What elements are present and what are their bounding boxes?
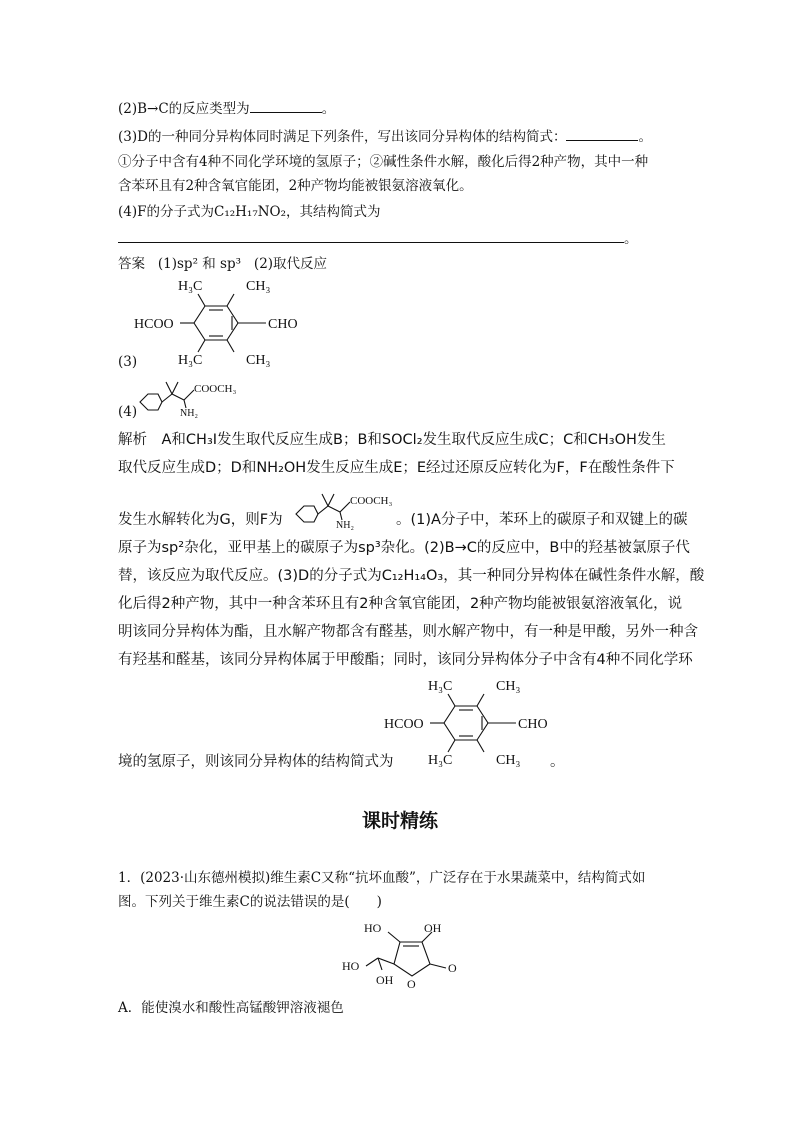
question-3-line3: 含苯环且有2种含氧官能团，2种产物均能被银氨溶液氧化。	[118, 178, 473, 194]
question-4: (4)F的分子式为C₁₂H₁₇NO₂，其结构简式为	[118, 204, 381, 220]
ch3-label: CH₃	[246, 353, 271, 368]
question-1-line2: 图。下列关于维生素C的说法错误的是( )	[118, 894, 382, 910]
ester-structure-inline	[380, 672, 610, 772]
hcoo-label: HCOO	[134, 317, 174, 332]
ho-label: HO	[342, 959, 360, 973]
analysis-line: 发生水解转化为G，则F为	[118, 512, 283, 528]
analysis-line: 。(1)A分子中，苯环上的碳原子和双键上的碳	[396, 512, 688, 528]
oh-label: OH	[376, 973, 394, 987]
analysis-line: 化后得2种产物，其中一种含苯环且有2种含氧官能团，2种产物均能被银氨溶液氧化，说	[118, 596, 683, 612]
answer-4-label: (4)	[118, 404, 138, 420]
cooch3-label: COOCH₃	[194, 383, 237, 395]
option-a: A．能使溴水和酸性高锰酸钾溶液褪色	[118, 1000, 344, 1016]
cho-label: CHO	[268, 317, 298, 332]
nh2-label: NH₂	[336, 520, 354, 530]
analysis-line: 。	[550, 754, 565, 770]
lactone-ring	[394, 942, 430, 976]
analysis-line: 有羟基和醛基，该同分异构体属于甲酸酯；同时，该同分异构体分子中含有4种不同化学环	[118, 652, 693, 668]
answer-line: 答案 (1)sp² 和 sp³ (2)取代反应	[118, 256, 328, 272]
ch3-label: CH₃	[496, 753, 521, 768]
ch3-label: CH₃	[246, 279, 271, 294]
f-structure	[130, 372, 260, 418]
answer-blank	[250, 98, 322, 113]
analysis-line: 替，该反应为取代反应。(3)D的分子式为C₁₂H₁₄O₃，其一种同分异构体在碱性条件水解，酸	[118, 568, 705, 584]
analysis-line: 境的氢原子，则该同分异构体的结构简式为	[118, 754, 394, 770]
benzene-ring	[194, 306, 238, 340]
question-3-line1: (3)D的一种同分异构体同时满足下列条件，写出该同分异构体的结构简式： 。	[118, 126, 652, 147]
question-1-line1: 1．(2023·山东德州模拟)维生素C又称“抗坏血酸”，广泛存在于水果蔬菜中，结构简式如	[118, 870, 646, 886]
question-3-line2: ①分子中含有4种不同化学环境的氢原子；②碱性条件水解，酸化后得2种产物，其中一种	[118, 154, 649, 170]
oh-label: OH	[424, 921, 442, 935]
benzene-ring	[296, 506, 318, 522]
vitamin-c-structure	[330, 912, 480, 992]
analysis-line: 原子为sp²杂化，亚甲基上的碳原子为sp³杂化。(2)B→C的反应中，B中的羟基被氯原子代	[118, 540, 690, 556]
h3c-label: H₃C	[428, 679, 453, 694]
analysis-line: 解析 A和CH₃I发生取代反应生成B；B和SOCl₂发生取代反应生成C；C和CH₃OH发生	[118, 432, 666, 448]
question-2: (2)B→C的反应类型为 。	[118, 98, 335, 119]
ho-label: HO	[364, 921, 382, 935]
question-4-blank-line: 。	[118, 228, 638, 249]
cho-label: CHO	[518, 717, 548, 732]
answer-3-label: (3)	[118, 354, 138, 370]
benzene-ring	[140, 394, 162, 410]
section-title: 课时精练	[361, 810, 438, 832]
hcoo-label: HCOO	[384, 717, 424, 732]
ring-o-label: O	[407, 977, 416, 991]
ch3-label: CH₃	[496, 679, 521, 694]
benzene-ring	[444, 706, 488, 740]
h3c-label: H₃C	[178, 279, 203, 294]
cooch3-label: COOCH₃	[350, 495, 393, 507]
analysis-line: 取代反应生成D；D和NH₂OH发生反应生成E；E经过还原反应转化为F，F在酸性条件下	[118, 460, 675, 476]
h3c-label: H₃C	[178, 353, 203, 368]
answer-blank	[566, 126, 638, 141]
nh2-label: NH₂	[180, 408, 198, 418]
analysis-line: 明该同分异构体为酯，且水解产物都含有醛基，则水解产物中，有一种是甲酸，另外一种含	[118, 624, 698, 640]
carbonyl-o-label: O	[448, 961, 457, 975]
answer-blank	[118, 228, 624, 243]
ester-structure	[118, 272, 348, 372]
h3c-label: H₃C	[428, 753, 453, 768]
